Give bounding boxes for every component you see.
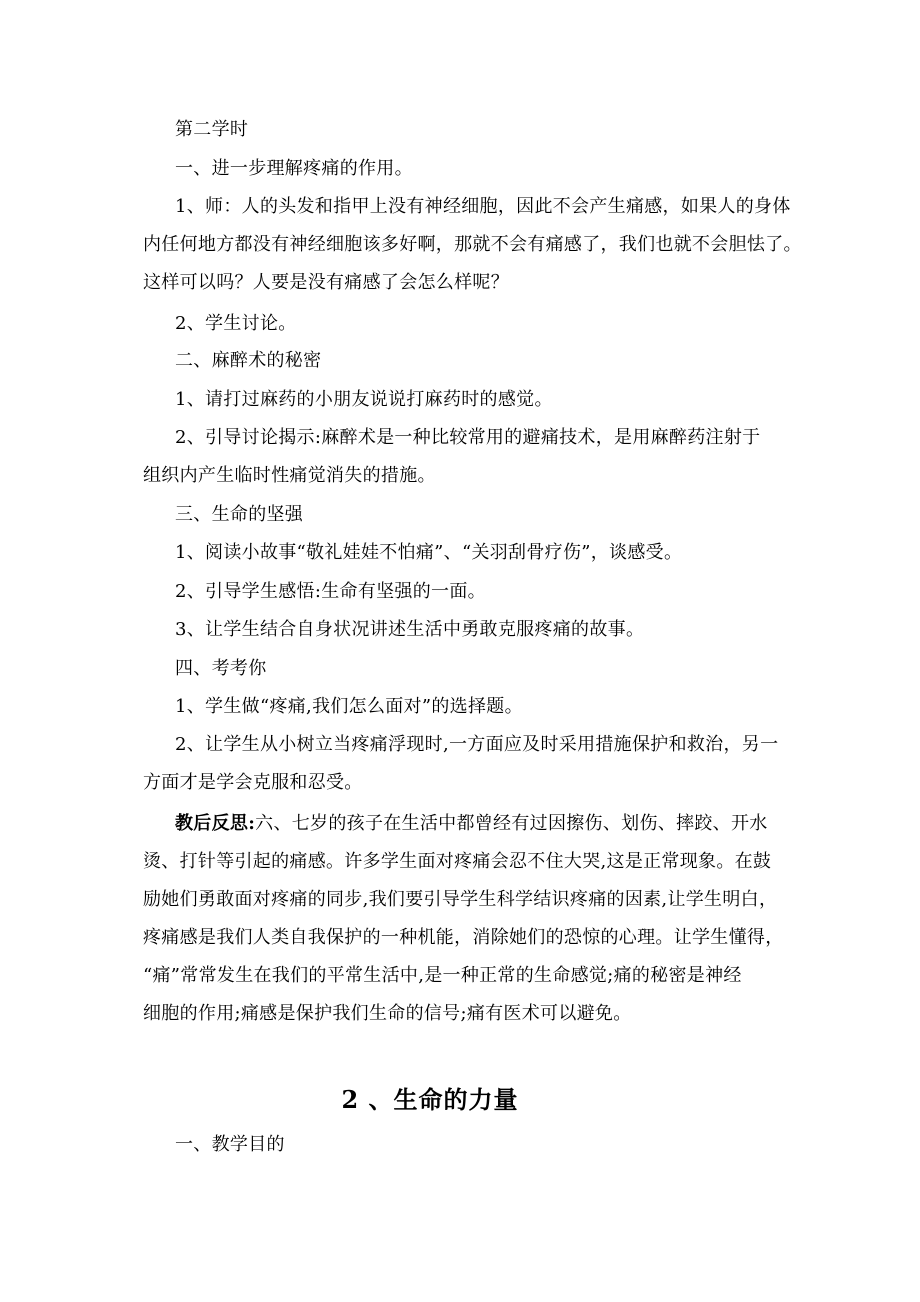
section-heading-2: 二、麻醉术的秘密 xyxy=(175,350,322,371)
reflection-first-line xyxy=(175,812,825,836)
reflection-line: 疼痛感是我们人类自我保护的一种机能，消除她们的恐惊的心理。让学生懂得， xyxy=(143,927,784,948)
paragraph-line: 内任何地方都没有神经细胞该多好啊，那就不会有痛感了，我们也就不会胆怯了。 xyxy=(143,234,802,255)
subsection-heading: 一、教学目的 xyxy=(175,1134,285,1155)
paragraph-line: 组织内产生临时性痛觉消失的措施。 xyxy=(143,465,436,486)
section-heading-1: 一、进一步理解疼痛的作用。 xyxy=(175,158,413,179)
paragraph-line: 1、请打过麻药的小朋友说说打麻药时的感觉。 xyxy=(175,389,553,410)
reflection-line: “痛”常常发生在我们的平常生活中,是一种正常的生命感觉;痛的秘密是神经 xyxy=(143,965,742,986)
reflection-line: 励她们勇敢面对疼痛的同步,我们要引导学生科学结识疼痛的因素,让学生明白， xyxy=(143,889,778,910)
paragraph-line: 2、引导学生感悟:生命有坚强的一面。 xyxy=(175,581,486,602)
lesson-period-title: 第二学时 xyxy=(175,119,249,140)
section-heading-3: 三、生命的坚强 xyxy=(175,504,304,525)
section-heading-4: 四、考考你 xyxy=(175,658,267,679)
paragraph-line: 2、学生讨论。 xyxy=(175,313,297,334)
reflection-text: 六、七岁的孩子在生活中都曾经有过因擦伤、划伤、摔跤、开水 xyxy=(255,813,768,834)
section-title: 2 、生命的力量 xyxy=(341,1085,519,1114)
paragraph-line: 3、让学生结合自身状况讲述生活中勇敢克服疼痛的故事。 xyxy=(175,619,645,640)
paragraph-line: 1、师：人的头发和指甲上没有神经细胞，因此不会产生痛感，如果人的身体 xyxy=(175,196,791,217)
reflection-label: 教后反思: xyxy=(175,813,256,834)
paragraph-line: 1、学生做“疼痛,我们怎么面对”的选择题。 xyxy=(175,696,523,717)
paragraph-line: 2、引导讨论揭示:麻醉术是一种比较常用的避痛技术，是用麻醉药注射于 xyxy=(175,427,761,448)
reflection-line: 烫、打针等引起的痛感。许多学生面对疼痛会忍不住大哭,这是正常现象。在鼓 xyxy=(143,851,772,872)
paragraph-line: 1、阅读小故事“敬礼娃娃不怕痛”、“关羽刮骨疗伤”，谈感受。 xyxy=(175,542,683,563)
paragraph-line: 方面才是学会克服和忍受。 xyxy=(143,772,363,793)
paragraph-line: 2、让学生从小树立当疼痛浮现时,一方面应及时采用措施保护和救治，另一 xyxy=(175,734,779,755)
reflection-line: 细胞的作用;痛感是保护我们生命的信号;痛有医术可以避免。 xyxy=(143,1003,632,1024)
paragraph-line: 这样可以吗？人要是没有痛感了会怎么样呢？ xyxy=(143,272,509,293)
